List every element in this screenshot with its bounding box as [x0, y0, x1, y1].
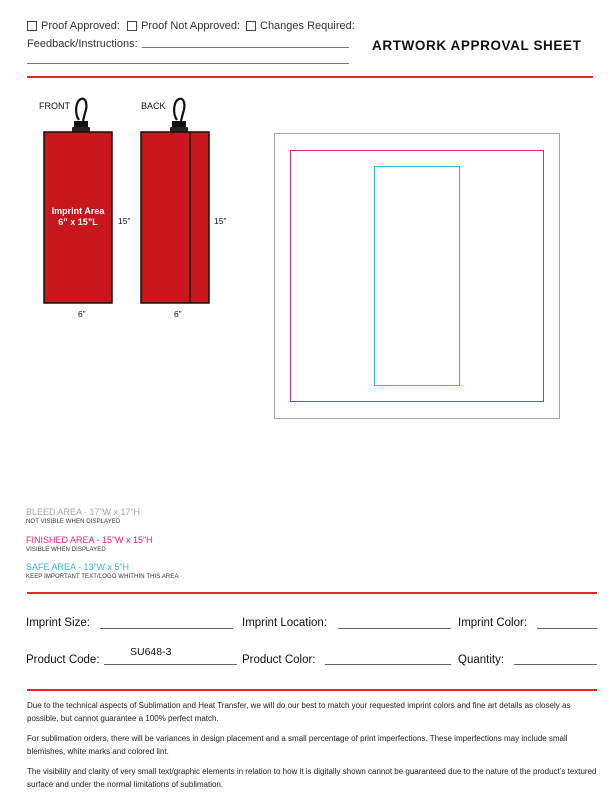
legend-finished-note: VISIBLE WHEN DISPLAYED: [26, 547, 106, 553]
disclaimer-3: The visibility and clarity of very small text/graphic elements in relation to how it is digitally shown cannot be guaranteed due to the nature of the product’s textured surface and under the normal limitations of sublimation.: [27, 767, 597, 789]
imprint-color-field[interactable]: [537, 628, 597, 629]
legend-safe-title: SAFE AREA - 13”W x 5”H: [26, 562, 130, 572]
legend-safe: [26, 562, 179, 580]
approval-option-changes[interactable]: [246, 20, 355, 32]
page-title: ARTWORK APPROVAL SHEET: [372, 38, 582, 53]
product-color-field[interactable]: [325, 664, 451, 665]
legend-finished: [26, 535, 153, 553]
fields-top-divider: [27, 592, 597, 594]
disclaimer-2: For sublimation orders, there will be variances in design placement and a small percentage of print imperfections. These imperfections may include small blemishes, white marks and colored lint.: [27, 734, 568, 756]
legend-bleed-note: NOT VISIBLE WHEN DISPLAYED: [26, 519, 121, 525]
imprint-area-label: [44, 206, 112, 228]
feedback-label: Feedback/Instructions:: [27, 38, 138, 50]
proof-not-approved-label: Proof Not Approved:: [141, 20, 241, 32]
product-code-field[interactable]: [104, 664, 237, 665]
imprint-area-size: 6” x 15”L: [58, 217, 98, 227]
imprint-location-label: Imprint Location:: [242, 617, 328, 629]
changes-required-checkbox[interactable]: [246, 21, 256, 31]
imprint-color-label: Imprint Color:: [458, 617, 528, 629]
header-divider: [27, 76, 593, 78]
imprint-size-field[interactable]: [100, 628, 233, 629]
changes-required-label: Changes Required:: [260, 20, 355, 32]
back-label: BACK: [141, 101, 166, 111]
legend-bleed: [26, 507, 140, 525]
feedback-line-1[interactable]: [142, 47, 349, 48]
proof-not-approved-checkbox[interactable]: [127, 21, 137, 31]
product-color-label: Product Color:: [242, 654, 316, 666]
imprint-size-label: Imprint Size:: [26, 617, 90, 629]
legend-safe-note: KEEP IMPORTANT TEXT/LOGO WHITHIN THIS AREA: [26, 574, 179, 580]
back-hook-icon: [170, 99, 188, 132]
legend-finished-title: FINISHED AREA - 15”W x 15”H: [26, 535, 153, 545]
product-code-value: SU648-3: [130, 646, 172, 658]
disclaimer-divider: [27, 689, 597, 691]
quantity-label: Quantity:: [458, 654, 505, 666]
product-diagram: [30, 95, 240, 315]
disclaimer-1: Due to the technical aspects of Sublimation and Heat Transfer, we will do our best to match your requested imprint colors and fine art details as closely as possible, but cannot guarantee a 100% perfect match.: [27, 701, 571, 723]
feedback-line-2[interactable]: [27, 63, 349, 64]
front-label: FRONT: [39, 101, 70, 111]
back-width-dimension: 6”: [174, 309, 182, 319]
legend-bleed-title: BLEED AREA - 17”W x 17”H: [26, 507, 141, 517]
imprint-location-field[interactable]: [338, 628, 451, 629]
safe-area-box: [374, 166, 460, 386]
quantity-field[interactable]: [514, 664, 597, 665]
back-product-body: [141, 132, 209, 303]
product-code-label: Product Code:: [26, 654, 100, 666]
imprint-area-title: Imprint Area: [51, 206, 105, 216]
front-width-dimension: 6”: [78, 309, 86, 319]
proof-approved-checkbox[interactable]: [27, 21, 37, 31]
approval-option-not-approved[interactable]: [127, 20, 240, 32]
proof-approved-label: Proof Approved:: [41, 20, 120, 32]
approval-option-approved[interactable]: [27, 20, 120, 32]
front-hook-icon: [72, 99, 90, 132]
back-height-dimension: 15”: [214, 216, 227, 226]
front-height-dimension: 15”: [118, 216, 131, 226]
